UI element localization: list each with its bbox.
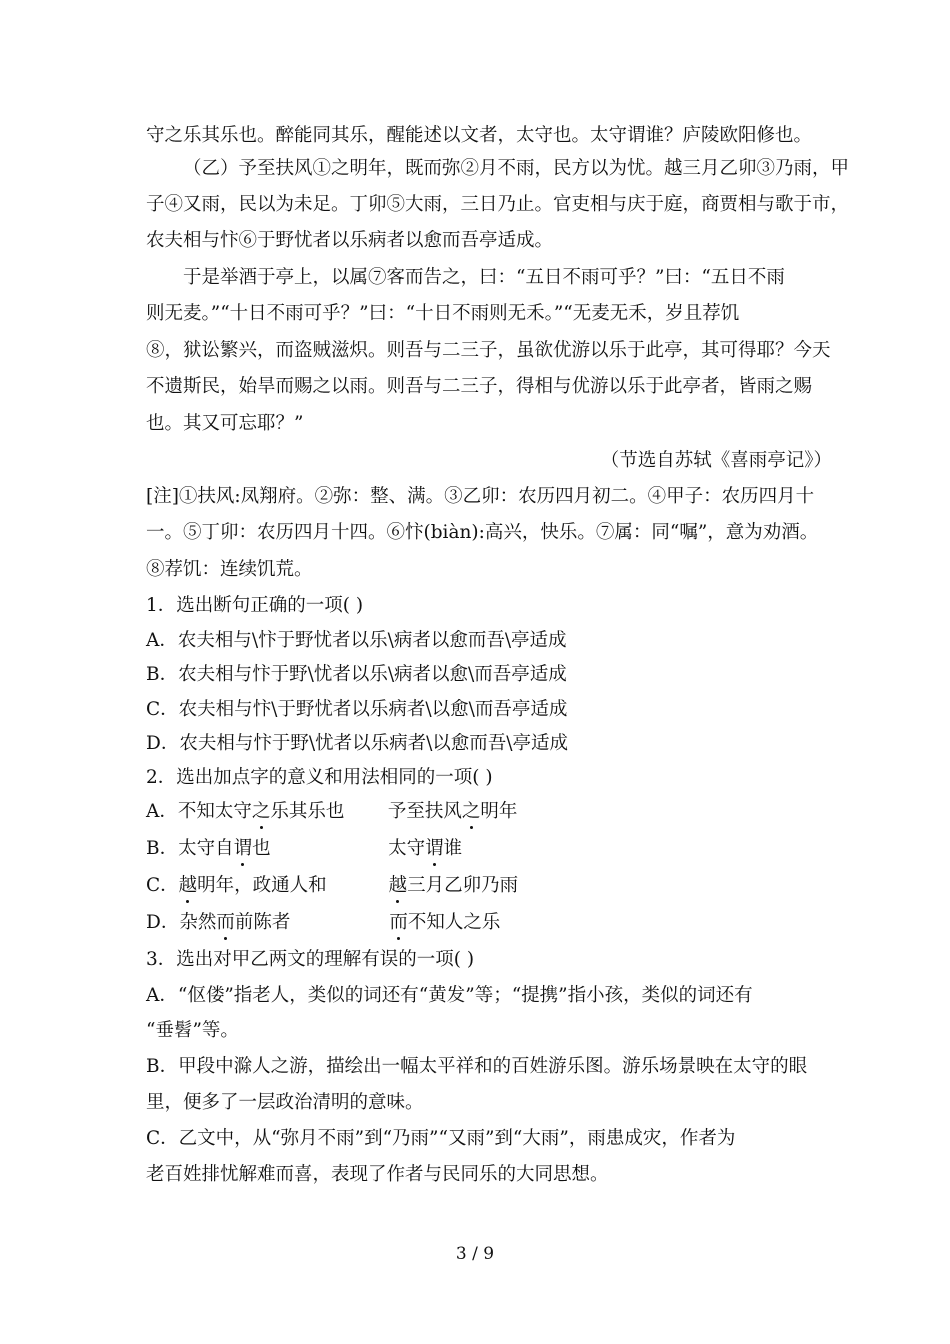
passage-line: 农夫相与忭⑥于野忧者以乐病者以愈而吾亭适成。 <box>146 230 554 251</box>
emphasis-dot-char: 之 <box>461 801 481 822</box>
question-2-option-a: A．不知太守之乐其乐也 予至扶风之明年 <box>146 801 518 822</box>
question-3-stem: 3．选出对甲乙两文的理解有误的一项( ) <box>146 949 475 970</box>
emphasis-dot-char: 而 <box>389 912 408 933</box>
question-3-option-c-cont: 老百姓排忧解难而喜，表现了作者与民同乐的大同思想。 <box>146 1164 609 1185</box>
passage-line: 也。其又可忘耶？” <box>146 413 304 434</box>
question-1-option-c: C．农夫相与忭\于野忧者以乐病者\以愈\而吾亭适成 <box>146 699 568 720</box>
emphasis-dot-char: 谓 <box>233 838 253 859</box>
question-1-option-b: B．农夫相与忭于野\忧者以乐\病者以愈\而吾亭适成 <box>146 664 567 685</box>
emphasis-dot-char: 越 <box>388 875 408 896</box>
source-citation: （节选自苏轼《喜雨亭记》） <box>600 450 832 471</box>
question-3-option-a-cont: “垂髫”等。 <box>146 1020 239 1041</box>
passage-line: （乙）予至扶风①之明年，既而弥②月不雨，民方以为忧。越三月乙卯③乃雨，甲 <box>183 158 850 179</box>
question-1-stem: 1．选出断句正确的一项( ) <box>146 595 364 616</box>
notes-line: 一。⑤丁卯：农历四月十四。⑥忭(biàn):高兴，快乐。⑦属：同“嘱”，意为劝酒。 <box>146 522 819 543</box>
passage-line: 子④又雨，民以为未足。丁卯⑤大雨，三日乃止。官吏相与庆于庭，商贾相与歌于市， <box>146 194 850 215</box>
notes-line: [注]①扶风:凤翔府。②弥：整、满。③乙卯：农历四月初二。④甲子：农历四月十 <box>146 486 815 507</box>
passage-line: ⑧，狱讼繁兴，而盗贼滋炽。则吾与二三子，虽欲优游以乐于此亭，其可得耶？今天 <box>146 340 831 361</box>
passage-line: 不遗斯民，始旱而赐之以雨。则吾与二三子，得相与优游以乐于此亭者，皆雨之赐 <box>146 376 813 397</box>
emphasis-dot-char: 谓 <box>425 838 444 859</box>
question-1-option-a: A．农夫相与\忭于野忧者以乐\病者以愈而吾\亭适成 <box>146 630 567 651</box>
question-3-option-a: A．“伛偻”指老人，类似的词还有“黄发”等；“提携”指小孩，类似的词还有 <box>146 985 753 1006</box>
question-2-option-d: D．杂然而前陈者 而不知人之乐 <box>146 912 501 933</box>
question-3-option-c: C．乙文中，从“弥月不雨”到“乃雨”“又雨”到“大雨”，雨患成灾，作者为 <box>146 1128 736 1149</box>
question-2-stem: 2．选出加点字的意义和用法相同的一项( ) <box>146 767 493 788</box>
emphasis-dot-char: 越 <box>178 875 198 896</box>
question-2-option-b: B．太守自谓也 太守谓谁 <box>146 838 463 859</box>
question-1-option-d: D．农夫相与忭于野\忧者以乐病者\以愈而吾\亭适成 <box>146 733 569 754</box>
question-2-option-c: C．越明年，政通人和 越三月乙卯乃雨 <box>146 875 519 896</box>
passage-line: 守之乐其乐也。醉能同其乐，醒能述以文者，太守也。太守谓谁？庐陵欧阳修也。 <box>146 125 813 146</box>
passage-line: 于是举酒于亭上，以属⑦客而告之，曰：“五日不雨可乎？”曰：“五日不雨 <box>183 267 785 288</box>
passage-line: 则无麦。”“十日不雨可乎？”曰：“十日不雨则无禾。”“无麦无禾，岁且荐饥 <box>146 303 740 324</box>
question-3-option-b-cont: 里，便多了一层政治清明的意味。 <box>146 1092 424 1113</box>
page-number: 3 / 9 <box>455 1244 495 1264</box>
emphasis-dot-char: 而 <box>216 912 235 933</box>
notes-line: ⑧荐饥：连续饥荒。 <box>146 559 313 580</box>
question-3-option-b: B．甲段中滁人之游，描绘出一幅太平祥和的百姓游乐图。游乐场景映在太守的眼 <box>146 1056 808 1077</box>
emphasis-dot-char: 之 <box>251 801 271 822</box>
